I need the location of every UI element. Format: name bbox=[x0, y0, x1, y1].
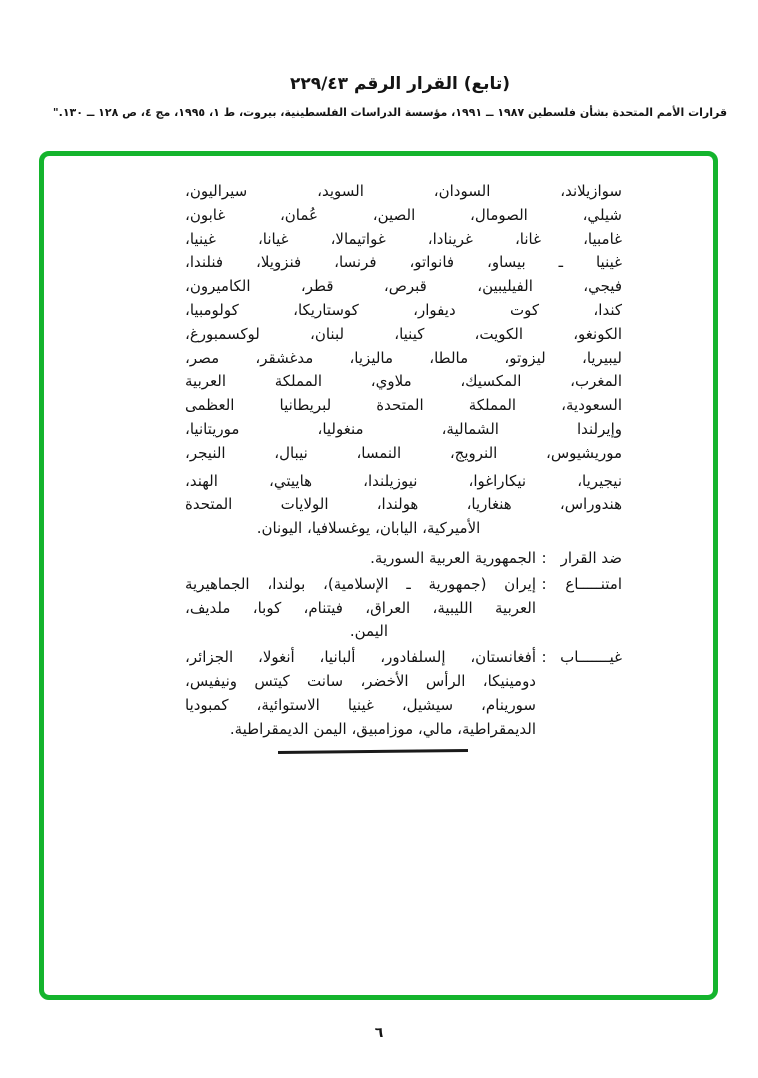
citation-line: قرارات الأمم المتحدة بشأن فلسطين ١٩٨٧ ــ ١٩٩١، مؤسسة الدراسات الفلسطينية، بيروت، ط ١، ١٩٩٥، مج ٤، ص ١٢٨ ــ ١٣٠." bbox=[52, 106, 728, 119]
absent-section bbox=[185, 646, 622, 741]
list-line: هندوراس، هنغاريا، هولندا، الولايات المتحدة bbox=[185, 495, 622, 514]
section-colon: : bbox=[541, 548, 547, 567]
list-line: شيلي، الصومال، الصين، عُمان، غابون، bbox=[185, 205, 622, 224]
content-line: دومينيكا، الرأس الأخضر، سانت كيتس ونيفيس، bbox=[185, 671, 536, 690]
page-number: ٦ bbox=[374, 1025, 384, 1041]
content-line: أفغانستان، إلسلفادور، ألبانيا، أنغولا، الجزائر، bbox=[185, 648, 536, 667]
in-favor-list bbox=[185, 180, 622, 541]
list-line: سوازيلاند، السودان، السويد، سيراليون، bbox=[185, 182, 622, 200]
list-line: المغرب، المكسيك، ملاوي، المملكة العربية bbox=[185, 372, 622, 391]
section-content bbox=[185, 573, 536, 644]
content-line: إيران (جمهورية ـ الإسلامية)، بولندا، الجماهيرية bbox=[185, 574, 536, 593]
list-line: نيجيريا، نيكاراغوا، نيوزيلندا، هاييتي، الهند، bbox=[185, 471, 622, 490]
section-content bbox=[185, 547, 536, 571]
section-label-against: ضد القرار bbox=[560, 548, 622, 567]
list-line: الكونغو، الكويت، كينيا، لبنان، لوكسمبورغ، bbox=[185, 324, 622, 343]
list-line: غامبيا، غانا، غرينادا، غواتيمالا، غيانا، غينيا، bbox=[185, 229, 622, 248]
vote-text-block bbox=[185, 180, 622, 753]
against-section bbox=[185, 547, 622, 571]
content-line: الديمقراطية، مالي، موزامبيق، اليمن الديمقراطية. bbox=[229, 719, 536, 738]
section-content bbox=[185, 646, 536, 741]
list-line: ليبيريا، ليزوتو، مالطا، ماليزيا، مدغشقر، مصر، bbox=[185, 348, 622, 367]
list-line: موريشيوس، النرويج، النمسا، نيبال، النيجر، bbox=[185, 443, 622, 462]
content-line: سورينام، سيشيل، غينيا الاستوائية، كمبوديا bbox=[185, 695, 536, 714]
section-label-absent: غيـــــــاب bbox=[560, 648, 622, 667]
content-line: الجمهورية العربية السورية. bbox=[370, 548, 536, 567]
section-label-abstain: امتنـــــاع bbox=[565, 574, 622, 593]
list-line: السعودية، المملكة المتحدة لبريطانيا العظمى bbox=[185, 396, 622, 415]
list-line: فيجي، الفيليبين، قبرص، قطر، الكاميرون، bbox=[185, 277, 622, 296]
resolution-title: (تابع) القرار الرقم ٢٢٩/٤٣ bbox=[289, 74, 511, 94]
section-colon: : bbox=[541, 648, 547, 667]
list-line: الأميركية، اليابان، يوغسلافيا، اليونان. bbox=[256, 519, 481, 538]
abstain-section bbox=[185, 573, 622, 644]
content-line: العربية الليبية، العراق، فيتنام، كوبا، ملديف، bbox=[185, 598, 536, 617]
list-line: كندا، كوت ديفوار، كوستاريكا، كولومبيا، bbox=[185, 300, 622, 319]
list-line: وإيرلندا الشمالية، منغوليا، موريتانيا، bbox=[185, 419, 622, 438]
list-line: غينيا ـ بيساو، فانواتو، فرنسا، فنزويلا، فنلندا، bbox=[185, 253, 622, 272]
section-colon: : bbox=[541, 574, 547, 593]
content-line: اليمن. bbox=[349, 622, 388, 641]
